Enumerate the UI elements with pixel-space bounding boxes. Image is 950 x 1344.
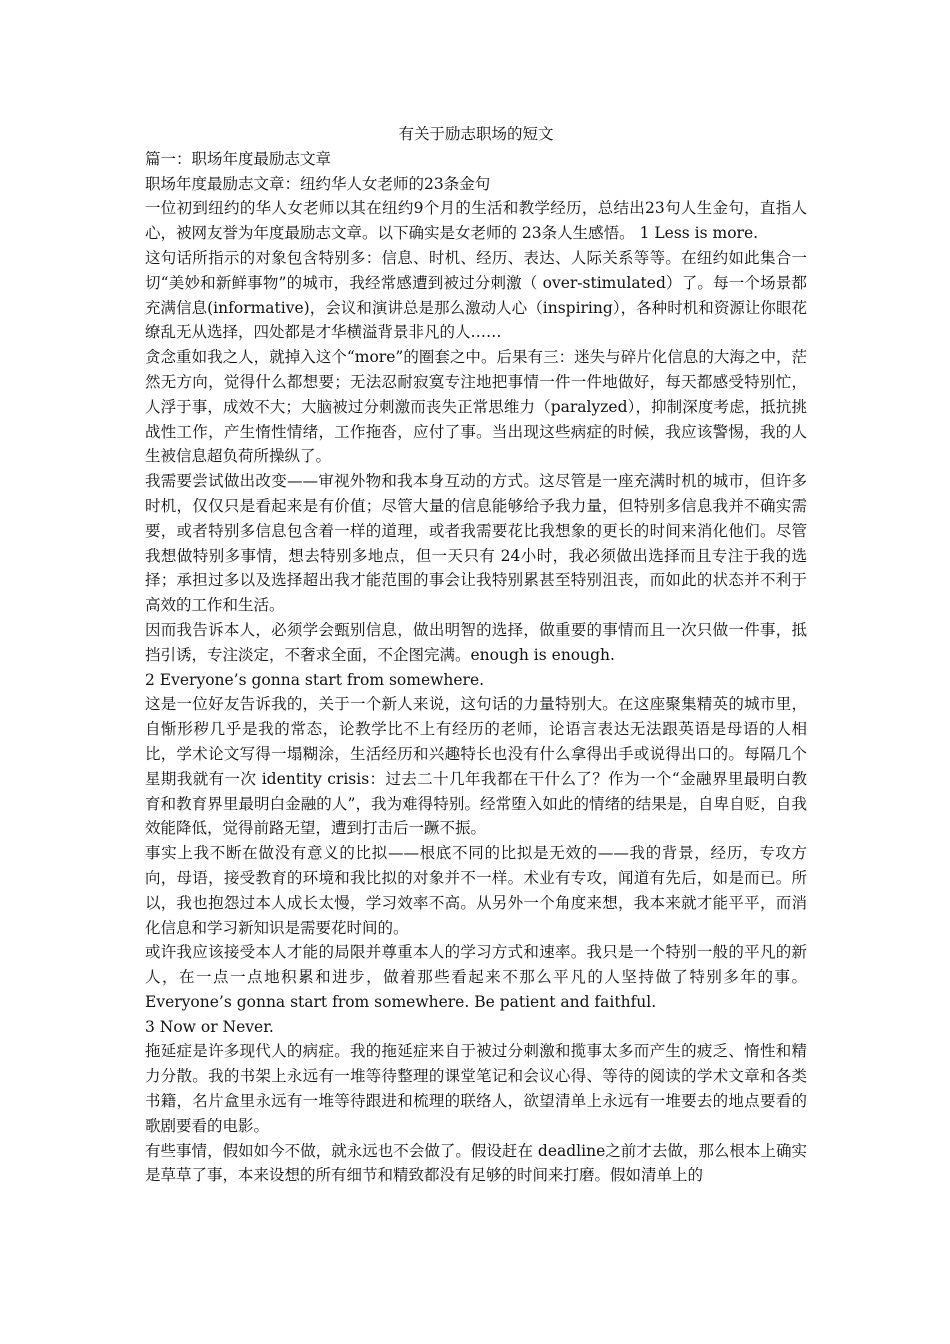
paragraph: 事实上我不断在做没有意义的比拟——根底不同的比拟是无效的——我的背景，经历，专攻方向，母语，接受教育的环境和我比拟的对象并不一样。术业有专攻，闻道有先后，如是而已。所以，我也抱怨过本人成长太慢，学习效率不高。从另外一个角度来想，我本来就才能平平，而消化信息和学习新知识是需要花时间的。: [145, 844, 807, 937]
paragraph: 一位初到纽约的华人女老师以其在纽约9个月的生活和教学经历，总结出23句人生金句，直指人心，被网友誉为年度最励志文章。以下确实是女老师的 23条人生感悟。 1 Less is more.: [145, 199, 807, 243]
paragraph: 这是一位好友告诉我的，关于一个新人来说，这句话的力量特别大。在这座聚集精英的城市里，自惭形秽几乎是我的常态，论教学比不上有经历的老师，论语言表达无法跟英语是母语的人相比，学术论文写得一塌糊涂，生活经历和兴趣特长也没有什么拿得出手或说得出口的。每隔几个星期我就有一次 identity crisis：过去二十几年我都在干什么了？作为一个“金融界里最明白教育和教育界里最明白金融的人”，我为难得特别。经常堕入如此的情绪的结果是，自卑自贬，自我效能降低，觉得前路无望，遭到打击后一蹶不振。: [145, 695, 807, 838]
paragraph: 我需要尝试做出改变——审视外物和我本身互动的方式。这尽管是一座充满时机的城市，但许多时机，仅仅只是看起来是有价值；尽管大量的信息能够给予我力量，但特别多信息我并不确实需要，或者特别多信息包含着一样的道理，或者我需要花比我想象的更长的时间来消化他们。尽管我想做特别多事情，想去特别多地点，但一天只有 24小时，我必须做出选择而且专注于我的选择；承担过多以及选择超出我才能范围的事会让我特别累甚至特别沮丧，而如此的状态并不利于高效的工作和生活。: [145, 472, 807, 615]
section-heading: 2 Everyone’s gonna start from somewhere.: [145, 670, 485, 689]
paragraph: 拖延症是许多现代人的病症。我的拖延症来自于被过分刺激和揽事太多而产生的疲乏、惰性和精力分散。我的书架上永远有一堆等待整理的课堂笔记和会议心得、等待的阅读的学术文章和各类书籍，名片盒里永远有一堆等待跟进和梳理的联络人，欲望清单上永远有一堆要去的地点要看的歌剧要看的电影。: [145, 1042, 807, 1135]
section-heading: 3 Now or Never.: [145, 1017, 274, 1036]
paragraph: 有些事情，假如如今不做，就永远也不会做了。假设赶在 deadline之前才去做，那么根本上确实是草草了事，本来设想的所有细节和精致都没有足够的时间来打磨。假如清单上的: [145, 1141, 807, 1185]
paragraph: 篇一：职场年度最励志文章: [145, 149, 332, 168]
paragraph: 因而我告诉本人，必须学会甄别信息，做出明智的选择，做重要的事情而且一次只做一件事，抵挡引诱，专注淡定，不奢求全面，不企图完满。enough is enough.: [145, 620, 807, 664]
document-title: 有关于励志职场的短文: [398, 125, 554, 143]
paragraph: 贪念重如我之人，就掉入这个“more”的圈套之中。后果有三：迷失与碎片化信息的大海之中，茫然无方向，觉得什么都想要；无法忍耐寂寞专注地把事情一件一件地做好，每天都感受特别忙，人浮于事，成效不大；大脑被过分刺激而丧失正常思维力（paralyzed），抑制深度考虑，抵抗挑战性工作，产生惰性情绪，工作拖沓，应付了事。当出现这些病症的时候，我应该警惕，我的人生被信息超负荷所操纵了。: [145, 348, 807, 466]
document-body: [145, 122, 807, 1188]
paragraph: 职场年度最励志文章：纽约华人女老师的23条金句: [145, 174, 491, 193]
paragraph: 这句话所指示的对象包含特别多：信息、时机、经历、表达、人际关系等等。在纽约如此集合一切“美妙和新鲜事物”的城市，我经常感遭到被过分刺激（ over-stimulated）了。每一个场景都充满信息(informative)，会议和演讲总是那么激动人心（inspiring），各种时机和资源让你眼花缭乱无从选择，四处都是才华横溢背景非凡的人……: [145, 248, 807, 342]
paragraph: 或许我应该接受本人才能的局限并尊重本人的学习方式和速率。我只是一个特别一般的平凡的新人，在一点一点地积累和进步，做着那些看起来不那么平凡的人坚持做了特别多年的事。Everyone’s gonna start from somewhere. Be patient and faithful.: [145, 943, 807, 1011]
